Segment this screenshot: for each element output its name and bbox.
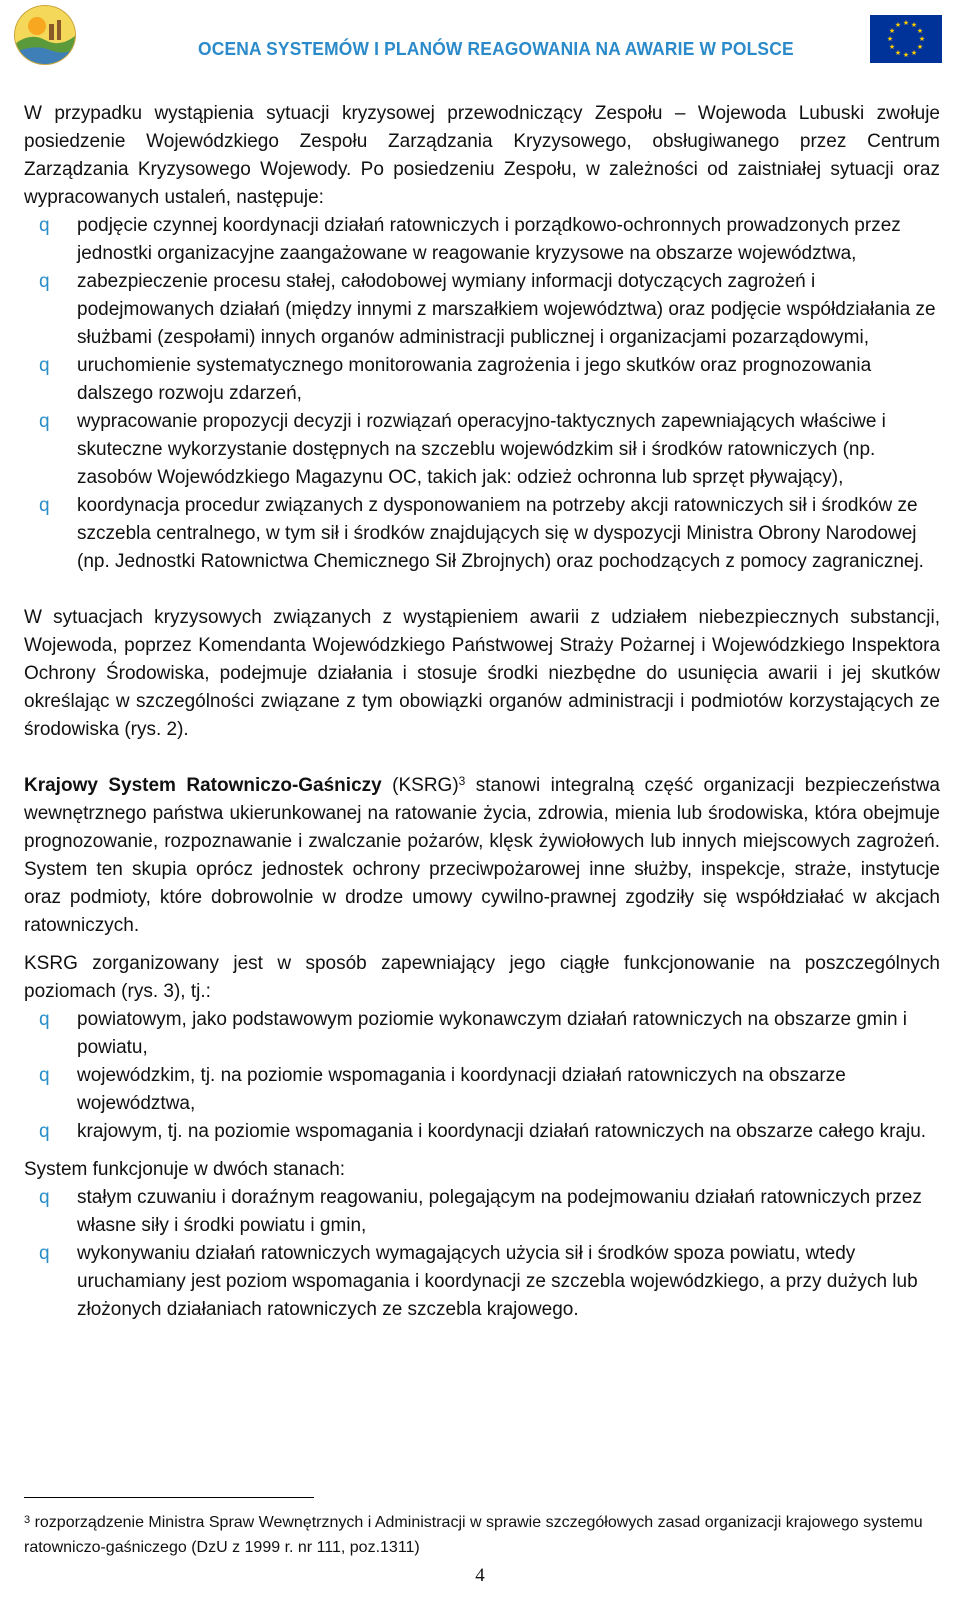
svg-text:★: ★ [886,35,894,43]
eu-flag-icon [870,15,942,63]
bullet-icon: q [39,495,50,516]
svg-text:★: ★ [910,49,918,57]
document-body [24,100,940,1324]
bullet-icon: q [39,1121,50,1142]
list-item: q koordynacja procedur związanych z dysponowaniem na potrzeby akcji ratowniczych sił i środków ze szczebla centralnego, w tym sił i środków znajdujących się w dyspozycji Ministra Obrony Narodowej (np. Jednostki Ratownictwa Chemicznego Sił Zbrojnych) oraz pochodzących z pomocy zagranicznej. [24,492,940,576]
svg-text:★: ★ [910,21,918,29]
svg-text:★: ★ [888,27,896,35]
list-item: q powiatowym, jako podstawowym poziomie wykonawczym działań ratowniczych na obszarze gmin i powiatu, [24,1006,940,1062]
list-item: q wykonywaniu działań ratowniczych wymagających użycia sił i środków spoza powiatu, wtedy uruchamiany jest poziom wspomagania i koordynacji ze szczebla wojewódzkiego, a przy dużych lub złożonych działaniach ratowniczych ze szczebla krajowego. [24,1240,940,1324]
svg-text:★: ★ [916,43,924,51]
list-item: q wypracowanie propozycji decyzji i rozwiązań operacyjno-taktycznych zapewniających właściwe i skuteczne wykorzystanie dostępnych na szczeblu wojewódzkim sił i środków ratowniczych (np. zasobów Wojewódzkiego Magazynu OC, takich jak: odzież ochronna lub sprzęt pływający), [24,408,940,492]
list-system-states [24,1184,940,1324]
list-item: q podjęcie czynnej koordynacji działań ratowniczych i porządkowo-ochronnych prowadzonych przez jednostki organizacyjne zaangażowane w reagowanie kryzysowe na obszarze województwa, [24,212,940,268]
project-logo-icon [14,5,76,65]
paragraph-crisis-intro: W przypadku wystąpienia sytuacji kryzysowej przewodniczący Zespołu – Wojewoda Lubuski zwołuje posiedzenie Wojewódzkiego Zespołu Zarządzania Kryzysowego, obsługiwanego przez Centrum Zarządzania Kryzysowego Wojewody. Po posiedzeniu Zespołu, w zależności od zaistniałej sytuacji oraz wypracowanych ustaleń, następuje: [24,103,940,208]
ksrg-bold-term: Krajowy System Ratowniczo-Gaśniczy [24,775,382,796]
bullet-icon: q [39,1187,50,1208]
page-header [0,0,960,80]
footnote-text: rozporządzenie Ministra Spraw Wewnętrznych i Administracji w sprawie szczegółowych zasad organizacji krajowego systemu ratowniczo-gaśniczego (DzU z 1999 r. nr 111, poz.1311) [24,1514,923,1556]
bullet-icon: q [39,411,50,432]
bullet-icon: q [39,215,50,236]
footnote-divider [24,1497,314,1498]
bullet-icon: q [39,1065,50,1086]
list-item: q stałym czuwaniu i doraźnym reagowaniu, polegającym na podejmowaniu działań ratowniczych przez własne siły i środki powiatu i gmin, [24,1184,940,1240]
svg-text:★: ★ [894,21,902,29]
footnote-reference: 3 [458,774,466,788]
page-number: 4 [475,1565,485,1586]
header-title: OCENA SYSTEMÓW I PLANÓW REAGOWANIA NA AWARIE W POLSCE [198,38,794,59]
list-item: q uruchomienie systematycznego monitorowania zagrożenia i jego skutków oraz prognozowania dalszego rozwoju zdarzeń, [24,352,940,408]
paragraph-ksrg-levels: KSRG zorganizowany jest w sposób zapewniający jego ciągłe funkcjonowanie na poszczególnych poziomach (rys. 3), tj.: [24,953,940,1002]
list-ksrg-levels [24,1006,940,1146]
bullet-icon: q [39,1243,50,1264]
list-item: q krajowym, tj. na poziomie wspomagania i koordynacji działań ratowniczych na obszarze całego kraju. [24,1118,940,1146]
footnote [24,1508,924,1560]
list-item: q zabezpieczenie procesu stałej, całodobowej wymiany informacji dotyczących zagrożeń i podejmowanych działań (między innymi z marszałkiem województwa) oraz podjęcie współdziałania ze służbami (zespołami) innych organów administracji publicznej i organizacjami pozarządowymi, [24,268,940,352]
paragraph-hazardous-substances: W sytuacjach kryzysowych związanych z wystąpieniem awarii z udziałem niebezpiecznych substancji, Wojewoda, poprzez Komendanta Wojewódzkiego Państwowej Straży Pożarnej i Wojewódzkiego Inspektora Ochrony Środowiska, podejmuje działania i stosuje środki niezbędne do usunięcia awarii i jej skutków określając w szczególności związane z tym obowiązki organów administracji i podmiotów korzystających ze środowiska (rys. 2). [24,607,940,740]
paragraph-system-states: System funkcjonuje w dwóch stanach: [24,1159,346,1180]
paragraph-ksrg-definition: Krajowy System Ratowniczo-Gaśniczy (KSRG)$^3$ stanowi integralną część organizacji bezpieczeństwa wewnętrznego państwa ukierunkowanej na ratowanie życia, zdrowia, mienia lub środowiska, która obejmuje prognozowanie, rozpoznawanie i zwalczanie pożarów, klęsk żywiołowych lub innych miejscowych zagrożeń. System ten skupia oprócz jednostek ochrony przeciwpożarowej inne służby, inspekcje, straże, instytucje oraz podmioty, które dobrowolnie w drodze umowy cywilno-prawnej zgodziły się współdziałać w akcjach ratowniczych. [24,774,940,936]
list-item: q wojewódzkim, tj. na poziomie wspomagania i koordynacji działań ratowniczych na obszarze województwa, [24,1062,940,1118]
svg-text:★: ★ [888,43,896,51]
list-wojewoda-actions [24,212,940,576]
svg-text:★: ★ [894,49,902,57]
svg-text:★: ★ [902,19,910,27]
bullet-icon: q [39,355,50,376]
svg-text:★: ★ [916,27,924,35]
svg-text:★: ★ [918,35,926,43]
bullet-icon: q [39,1009,50,1030]
svg-text:★: ★ [902,51,910,59]
footnote-number: 3 [24,1514,31,1526]
bullet-icon: q [39,271,50,292]
